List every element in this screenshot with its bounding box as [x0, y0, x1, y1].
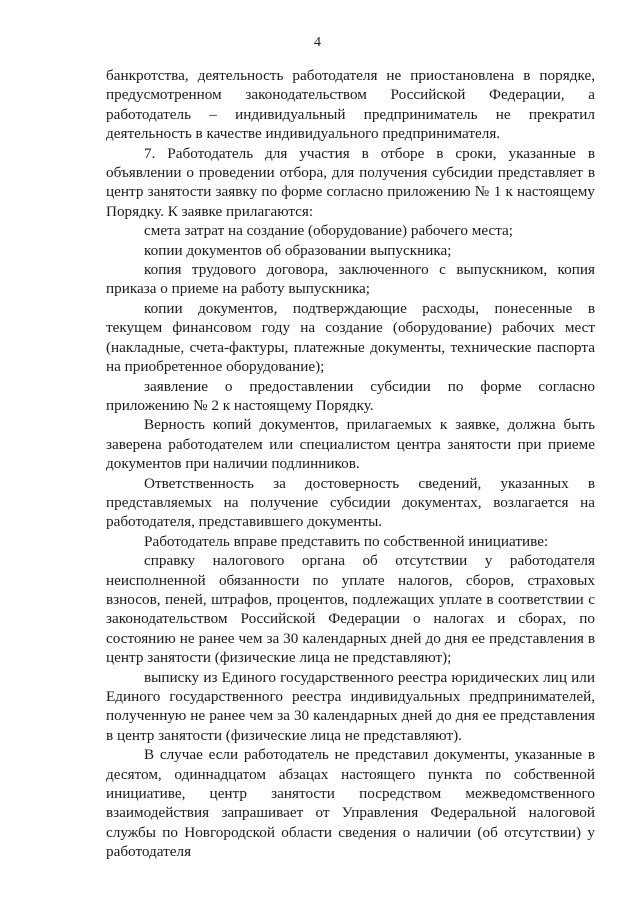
- paragraph-interagency-request: В случае если работодатель не представил документы, указанные в десятом, одиннадцатом абзацах настоящего пункта по собственной инициативе, центр занятости посредством межведомственного взаимодействия запрашивает от Управления Федеральной налоговой службы по Новгородской области сведения о наличии (об отсутствии) у работодателя: [106, 746, 595, 861]
- list-item-registry-extract: выписку из Единого государственного реестра юридических лиц или Единого государственного реестра индивидуальных предпринимателей, полученную не ранее чем за 30 календарных дней до дня ее представления в центр занятости (физические лица не представляют).: [106, 668, 595, 744]
- page-number: 4: [314, 35, 321, 50]
- document-body: [106, 66, 595, 862]
- list-item-cost-estimate: смета затрат на создание (оборудование) рабочего места;: [144, 222, 514, 240]
- paragraph-responsibility: Ответственность за достоверность сведений, указанных в представляемых на получение субсидии документах, возлагается на работодателя, представившего документы.: [106, 474, 595, 531]
- list-item-employment-contract: копия трудового договора, заключенного с выпускником, копия приказа о приеме на работу выпускника;: [106, 261, 595, 298]
- list-item-subsidy-application: заявление о предоставлении субсидии по форме согласно приложению № 2 к настоящему Порядку.: [106, 377, 595, 414]
- paragraph-item-7: 7. Работодатель для участия в отборе в сроки, указанные в объявлении о проведении отбора, для получения субсидии представляет в центр занятости заявку по форме согласно приложению № 1 к настоящему Порядку. К заявке прилагаются:: [106, 144, 595, 220]
- list-item-tax-certificate: справку налогового органа об отсутствии у работодателя неисполненной обязанности по уплате налогов, сборов, страховых взносов, пеней, штрафов, процентов, подлежащих уплате в соответствии с законодательством Российской Федерации о налогах и сборах, по состоянию не ранее чем за 30 календарных дней до дня ее представления в центр занятости (физические лица не представляют);: [106, 552, 595, 667]
- list-item-expense-documents: копии документов, подтверждающие расходы, понесенные в текущем финансовом году на создание (оборудование) рабочих мест (накладные, счета-фактуры, платежные документы, технические паспорта на приобретенное оборудование);: [106, 299, 595, 376]
- list-item-education-documents: копии документов об образовании выпускника;: [144, 241, 452, 259]
- paragraph-own-initiative: Работодатель вправе представить по собственной инициативе:: [144, 532, 549, 550]
- paragraph-bankruptcy-continuation: банкротства, деятельность работодателя не приостановлена в порядке, предусмотренном законодательством Российской Федерации, а работодатель – индивидуальный предприниматель не прекратил деятельность в качестве индивидуального предпринимателя.: [106, 67, 595, 143]
- paragraph-copy-certification: Верность копий документов, прилагаемых к заявке, должна быть заверена работодателем или специалистом центра занятости при приеме документов при наличии подлинников.: [106, 416, 595, 473]
